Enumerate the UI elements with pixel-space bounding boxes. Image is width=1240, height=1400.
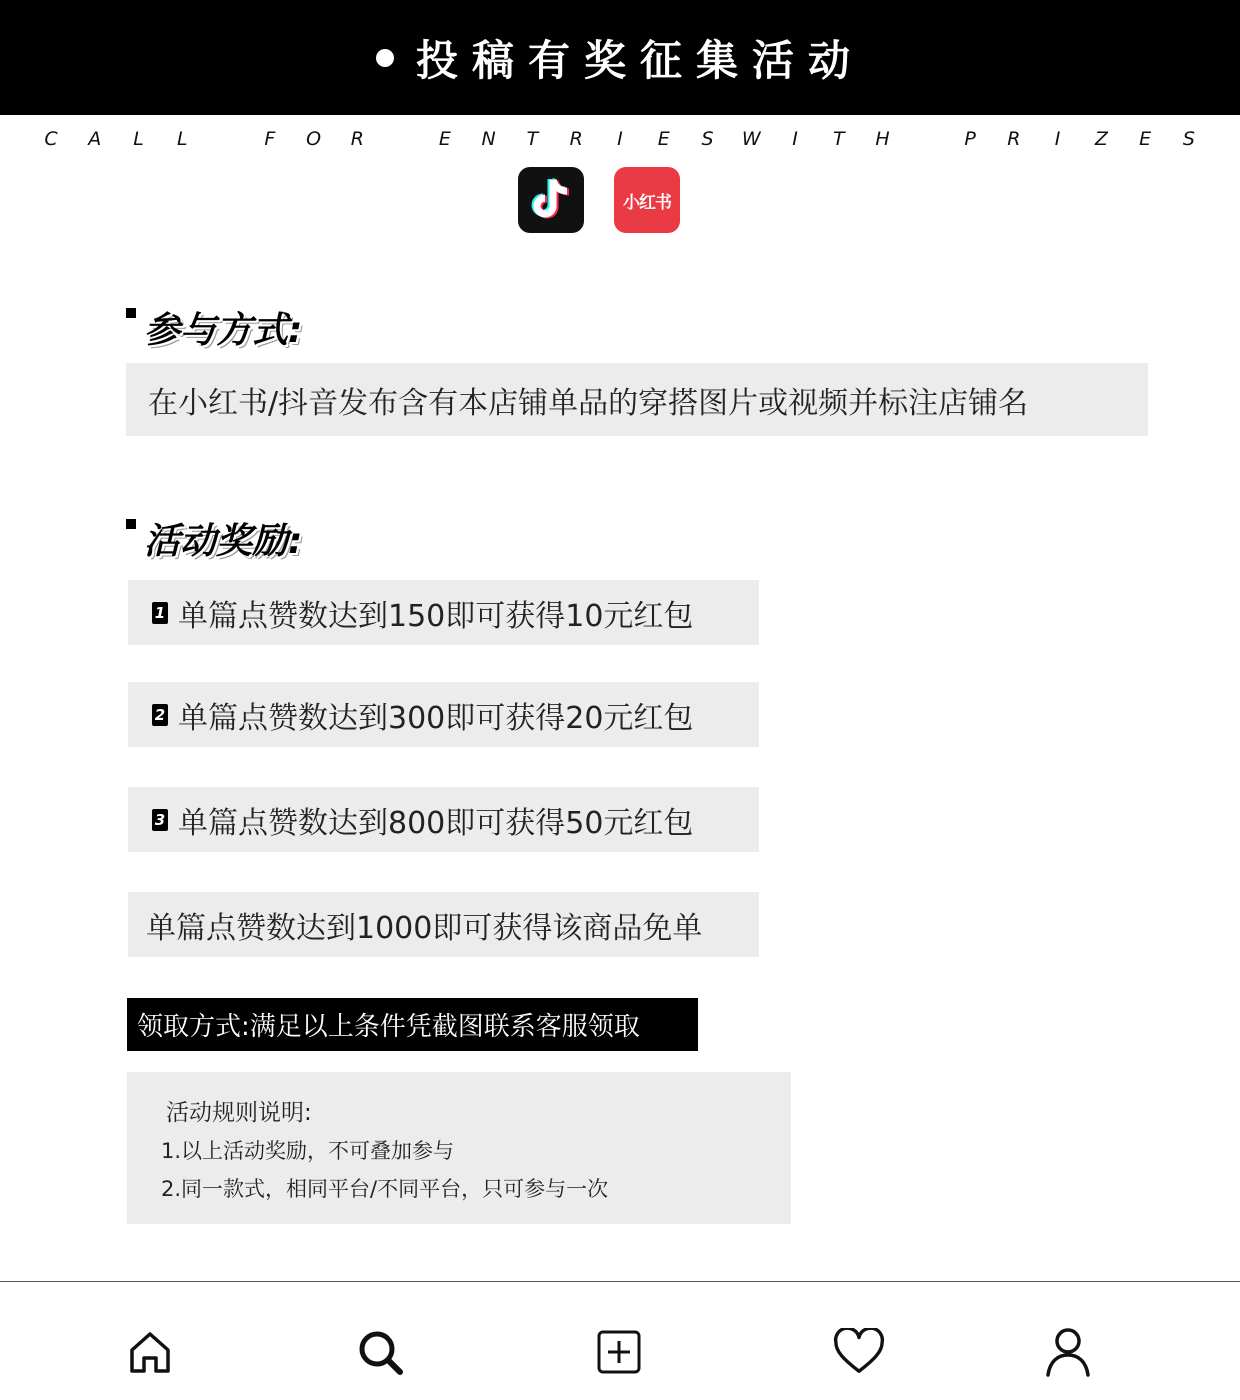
reward-item <box>128 892 759 957</box>
participation-box <box>126 363 1148 436</box>
rewards-heading <box>126 513 302 564</box>
header-banner <box>0 0 1240 115</box>
subtitle-letter: A <box>88 128 102 150</box>
number-badge-icon: 1 <box>152 602 168 624</box>
claim-text: 领取方式:满足以上条件凭截图联系客服领取 <box>137 1012 640 1042</box>
subtitle-letter <box>390 128 412 150</box>
subtitle-letter <box>915 128 937 150</box>
reward-text: 单篇点赞数达到150即可获得10元红包 <box>178 598 694 634</box>
subtitle-letter: R <box>350 128 364 150</box>
square-bullet-icon <box>126 308 136 318</box>
subtitle-letter: L <box>133 128 144 150</box>
reward-text: 单篇点赞数达到800即可获得50元红包 <box>178 805 694 841</box>
number-badge-icon: 2 <box>152 704 168 726</box>
app-icons <box>518 167 680 233</box>
claim-banner <box>127 998 698 1051</box>
reward-item <box>128 787 759 852</box>
subtitle-letter: R <box>1007 128 1021 150</box>
search-icon[interactable] <box>354 1326 406 1378</box>
rule-item: 1.以上活动奖励，不可叠加参与 <box>161 1139 455 1163</box>
xiaohongshu-label: 小红书 <box>623 192 671 213</box>
participation-heading <box>126 302 302 353</box>
bullet-dot <box>376 49 394 67</box>
subtitle-letter: T <box>526 128 539 150</box>
subtitle-call-for-entries <box>40 128 1200 150</box>
xiaohongshu-icon[interactable] <box>614 167 680 233</box>
subtitle-letter: P <box>964 128 976 150</box>
subtitle-letter: H <box>875 128 890 150</box>
home-icon[interactable] <box>124 1326 176 1378</box>
profile-icon[interactable] <box>1042 1326 1094 1378</box>
rules-box <box>127 1072 791 1224</box>
add-icon[interactable] <box>593 1326 645 1378</box>
bottom-nav <box>0 1282 1240 1400</box>
subtitle-letter: R <box>569 128 583 150</box>
reward-text: 单篇点赞数达到300即可获得20元红包 <box>178 700 694 736</box>
subtitle-letter: E <box>657 128 670 150</box>
rewards-title: 活动奖励: <box>144 521 303 562</box>
subtitle-letter: N <box>481 128 496 150</box>
rule-item: 2.同一款式，相同平台/不同平台，只可参与一次 <box>161 1177 609 1201</box>
subtitle-letter: I <box>617 128 623 150</box>
subtitle-letter: E <box>438 128 451 150</box>
subtitle-letter: S <box>1182 128 1195 150</box>
square-bullet-icon <box>126 519 136 529</box>
subtitle-letter: S <box>701 128 714 150</box>
subtitle-letter: C <box>44 128 58 150</box>
subtitle-letter: L <box>177 128 188 150</box>
subtitle-letter: F <box>264 128 276 150</box>
number-badge-icon: 3 <box>152 809 168 831</box>
subtitle-letter: W <box>741 128 761 150</box>
rules-heading: 活动规则说明: <box>166 1100 312 1126</box>
subtitle-letter: T <box>832 128 845 150</box>
subtitle-letter: E <box>1139 128 1152 150</box>
reward-item <box>128 580 759 645</box>
page-title: 投稿有奖征集活动 <box>415 35 864 85</box>
reward-item <box>128 682 759 747</box>
participation-title: 参与方式: <box>144 310 303 351</box>
tiktok-icon[interactable] <box>518 167 584 233</box>
subtitle-letter: I <box>1054 128 1061 150</box>
reward-text: 单篇点赞数达到1000即可获得该商品免单 <box>146 910 703 946</box>
subtitle-letter: I <box>792 128 798 150</box>
subtitle-letter: O <box>306 128 322 150</box>
subtitle-letter <box>215 128 237 150</box>
participation-text: 在小红书/抖音发布含有本店铺单品的穿搭图片或视频并标注店铺名 <box>148 385 1029 421</box>
heart-icon[interactable] <box>833 1326 885 1378</box>
subtitle-letter: Z <box>1094 128 1108 150</box>
